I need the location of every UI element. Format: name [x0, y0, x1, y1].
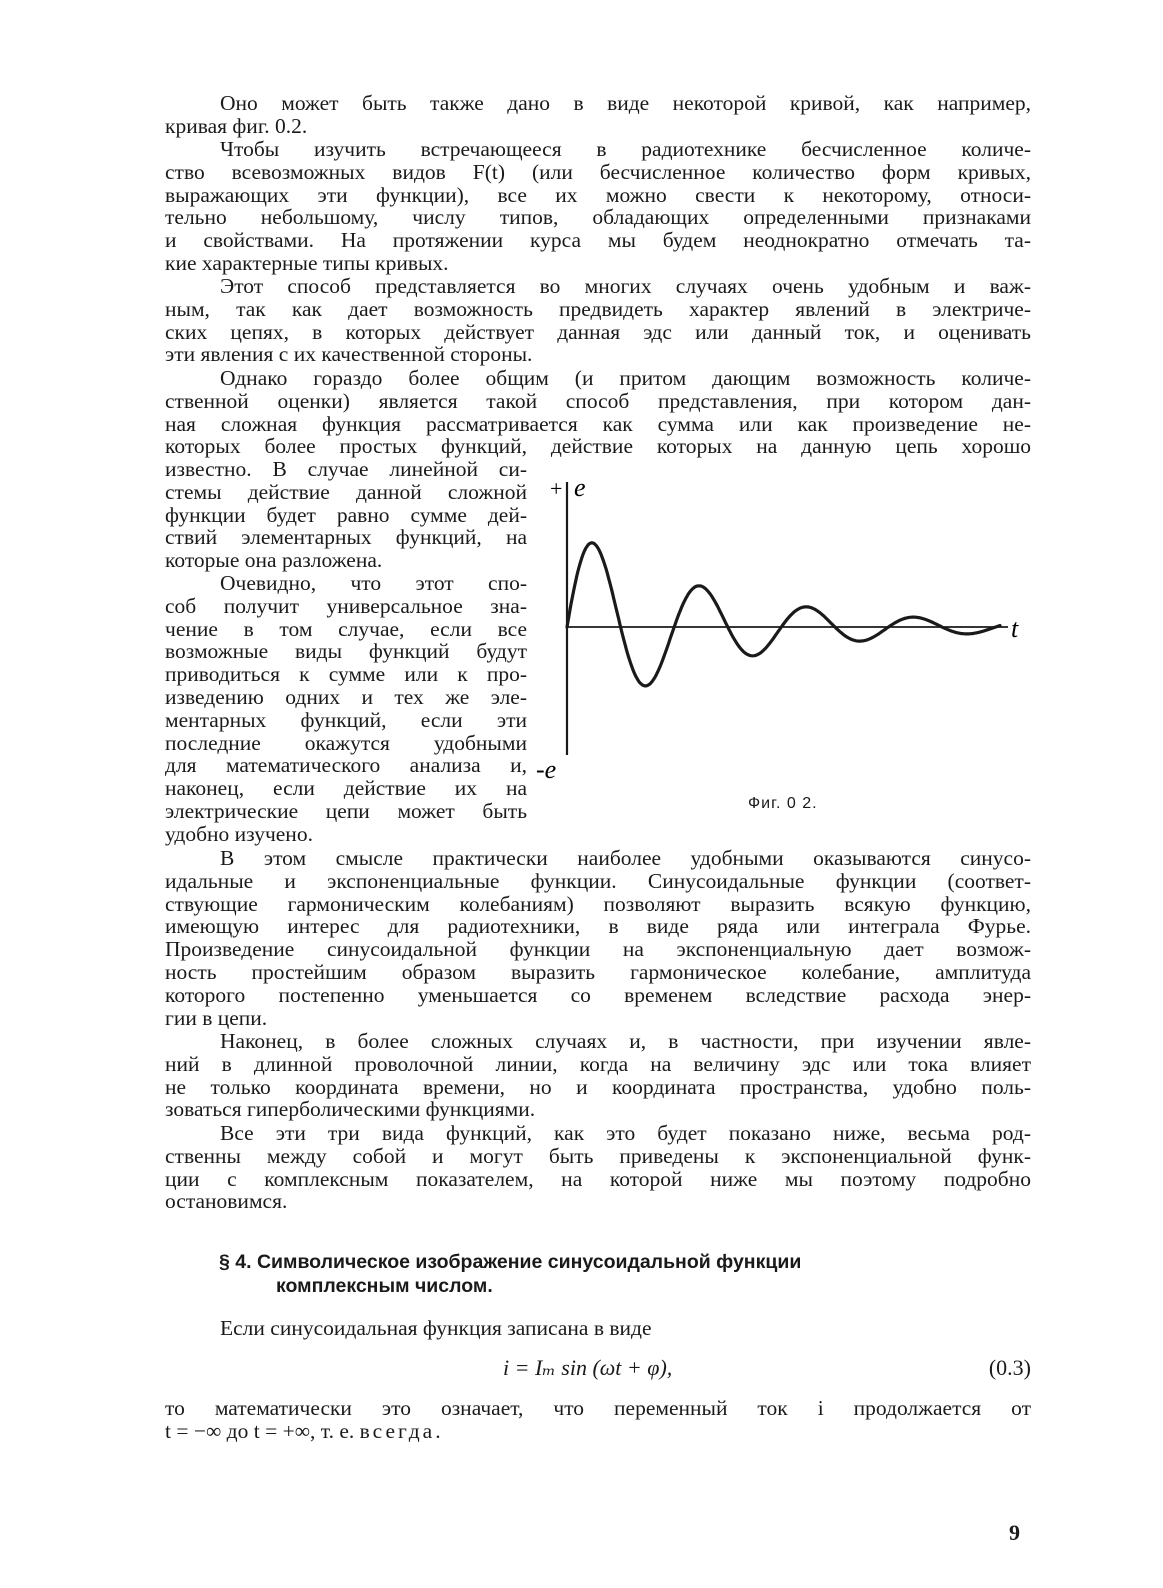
emphasized-word: всегда.: [359, 1418, 444, 1443]
text-line: остановимся.: [165, 1189, 288, 1214]
heading-line: § 4. Символическое изображение синусоидальной функции: [219, 1251, 802, 1273]
formula-0-3: [165, 1355, 1031, 1383]
text-line: ственны между собой и могут быть приведены к экспоненциальной функ-: [165, 1143, 1031, 1168]
figure-damped-oscillation: [530, 470, 1030, 790]
page-number: 9: [1009, 1520, 1020, 1545]
figure-caption: Фиг. 0 2.: [748, 795, 818, 812]
damped-wave-curve: [567, 543, 1000, 686]
text-line: ствующие гармоническим колебаниям) позволяют выразить всякую функцию,: [165, 891, 1031, 916]
text-line: Наконец, в более сложных случаях и, в частности, при изучении явле-: [220, 1029, 1031, 1053]
text-line: [165, 1420, 1031, 1443]
text-line: и свойствами. На протяжении курса мы будем неоднократно отмечать та-: [165, 228, 1031, 253]
text-line: имеющую интерес для радиотехники, в виде ряда или интеграла Фурье.: [165, 914, 1031, 939]
paragraph-4: [165, 367, 1031, 458]
text-line: идальные и экспоненциальные функции. Синусоидальные функции (соответ-: [165, 868, 1031, 893]
paragraph-1: [165, 92, 1031, 138]
e-axis-label: e: [574, 473, 586, 502]
text-line: Если синусоидальная функция записана в виде: [220, 1316, 652, 1340]
section-heading: [219, 1250, 1019, 1298]
text-line: ментарных функций, если эти: [165, 707, 527, 732]
text-line: то математически это означает, что переменный ток i продолжается от: [165, 1396, 1031, 1420]
text-line: приводиться к сумме или к про-: [165, 662, 527, 687]
text-line: ствий элементарных функций, на: [165, 525, 527, 550]
text-line: Чтобы изучить встречающееся в радиотехнике бесчисленное количе-: [220, 137, 1031, 161]
text-line: функции будет равно сумме дей-: [165, 502, 527, 527]
text-line: В этом смысле практически наиболее удобными оказываются синусо-: [220, 846, 1031, 870]
text-line: выражающих эти функции), все их можно свести к некоторому, относи-: [165, 182, 1031, 207]
text-line: кривая фиг. 0.2.: [165, 113, 308, 138]
paragraph-2: [165, 138, 1031, 275]
column-paragraph-1: [165, 458, 527, 572]
formula-number: (0.3): [988, 1355, 1031, 1380]
text-line: ственной оценки) является такой способ представления, при котором дан-: [165, 388, 1031, 413]
text-line: ность простейшим образом выразить гармоническое колебание, амплитуда: [165, 959, 1031, 984]
t-axis-label: t: [1011, 614, 1019, 643]
text-line: зоваться гиперболическими функциями.: [165, 1097, 536, 1122]
paragraph-6: [165, 1030, 1031, 1121]
paragraph-9: [165, 1397, 1031, 1443]
text-line: которого постепенно уменьшается со временем вследствие расхода энер-: [165, 982, 1031, 1007]
text-line: последние окажутся удобными: [165, 730, 527, 755]
paragraph-8: [165, 1317, 1031, 1340]
paragraph-5: [165, 847, 1031, 1029]
paragraph-7: [165, 1122, 1031, 1213]
paragraph-3: [165, 275, 1031, 366]
text-line: Этот способ представляется во многих случаях очень удобным и важ-: [220, 274, 1031, 298]
text-line: кие характерные типы кривых.: [165, 250, 449, 275]
text-line: ний в длинной проволочной линии, когда на величину эдс или тока влияет: [165, 1051, 1031, 1076]
text-line: изведению одних и тех же эле-: [165, 684, 527, 709]
plus-e-label: +: [550, 476, 563, 501]
text-line: стемы действие данной сложной: [165, 479, 527, 504]
text-line: эти явления с их качественной стороны.: [165, 342, 533, 367]
text-line: ным, так как дает возможность предвидеть характер явлений в электриче-: [165, 296, 1031, 321]
text-line: тельно небольшому, числу типов, обладающих определенными признаками: [165, 205, 1031, 230]
text-line: которые она разложена.: [165, 548, 383, 573]
text-line: которых более простых функций, действие которых на данную цепь хорошо: [165, 434, 1031, 459]
text-line: не только координата времени, но и координата пространства, удобно поль-: [165, 1074, 1031, 1099]
text-line: ство всевозможных видов F(t) (или бесчисленное количество форм кривых,: [165, 159, 1031, 184]
text-line: электрические цепи может быть: [165, 798, 527, 823]
text-line: известно. В случае линейной си-: [165, 457, 527, 481]
text-fragment: t = −∞ до t = +∞, т. е.: [165, 1418, 355, 1443]
text-line: чение в том случае, если все: [165, 616, 527, 641]
minus-e-label: -e: [536, 755, 557, 784]
text-line: Произведение синусоидальной функции на экспоненциальную дает возмож-: [165, 937, 1031, 962]
text-line: возможные виды функций будут: [165, 639, 527, 664]
text-line: наконец, если действие их на: [165, 776, 527, 801]
text-line: Оно может быть также дано в виде некоторой кривой, как например,: [220, 91, 1031, 115]
text-line: гии в цепи.: [165, 1005, 268, 1030]
text-line: ских цепях, в которых действует данная эдс или данный ток, и оценивать: [165, 319, 1031, 344]
text-line: Все эти три вида функций, как это будет показано ниже, весьма род-: [220, 1121, 1031, 1145]
formula-expression: i = Iₘ sin (ωt + φ),: [503, 1355, 673, 1380]
text-line: Однако гораздо более общим (и притом дающим возможность количе-: [220, 366, 1031, 390]
text-line: ная сложная функция рассматривается как сумма или как произведение не-: [165, 411, 1031, 436]
text-line: Очевидно, что этот спо-: [220, 571, 527, 595]
heading-line: комплексным числом.: [276, 1275, 493, 1297]
column-paragraph-2: [165, 572, 527, 846]
text-line: ции с комплексным показателем, на которой ниже мы поэтому подробно: [165, 1166, 1031, 1191]
text-line: для математического анализа и,: [165, 753, 527, 778]
text-line: удобно изучено.: [165, 821, 313, 846]
text-line: соб получит универсальное зна-: [165, 593, 527, 618]
